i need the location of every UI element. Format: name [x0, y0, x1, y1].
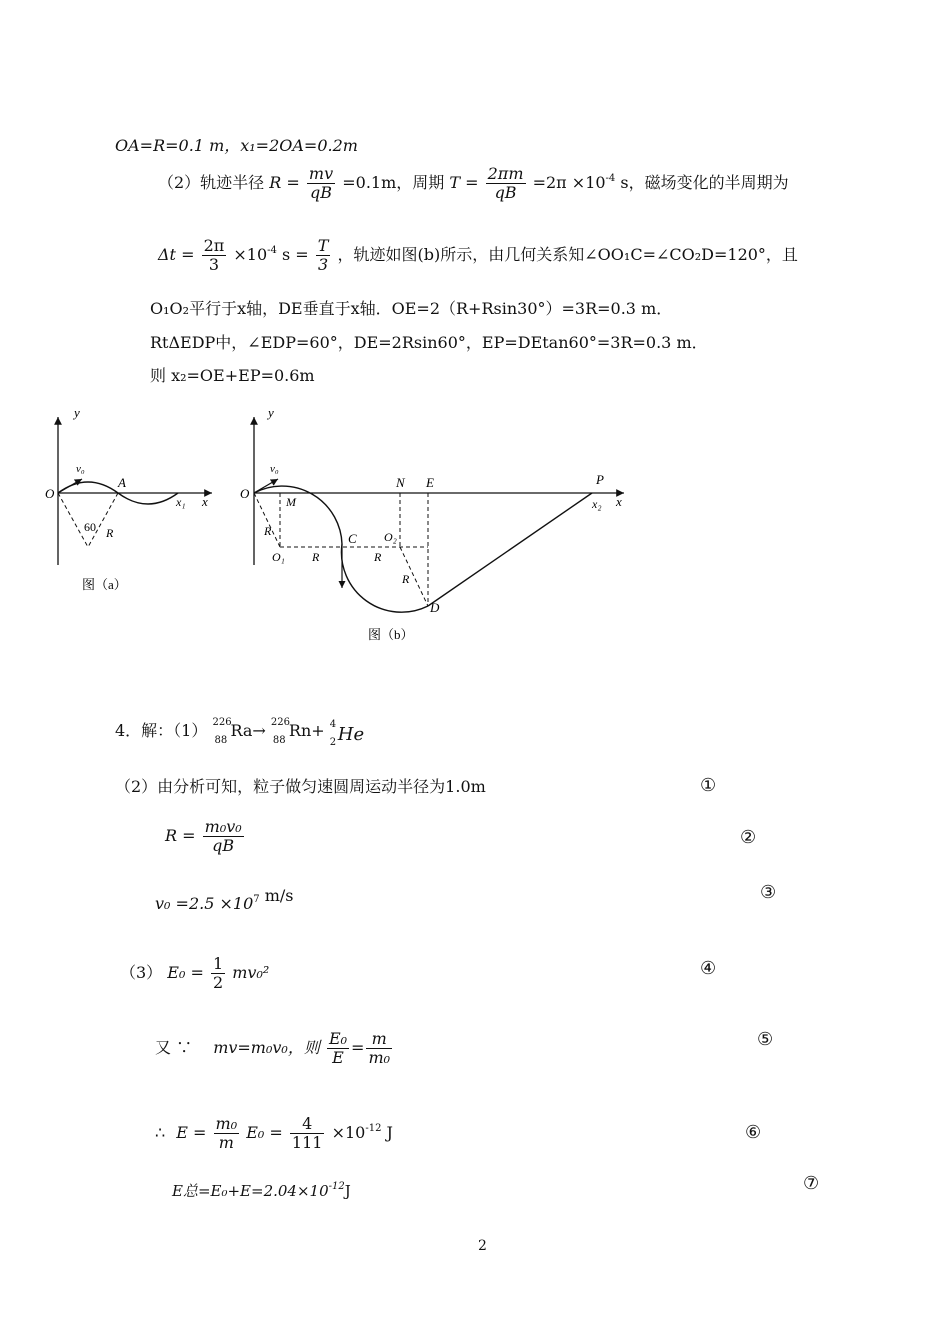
mark-6: ⑥	[745, 1122, 762, 1143]
line-radius-period	[158, 165, 789, 202]
eq6-pre: ∴	[155, 1123, 166, 1142]
line2-r-eq: R =	[269, 173, 300, 192]
eq5-den1: E	[332, 1048, 344, 1067]
fig-b-label-r2: R	[312, 550, 320, 564]
mark-4: ④	[700, 958, 717, 979]
fig-b-label-e: E	[426, 475, 434, 490]
line2-t-eq: T =	[449, 173, 479, 192]
line2-r-val: =0.1m，周期	[342, 173, 445, 192]
line3-s: s =	[281, 245, 309, 264]
fig-b-label-v0: v₀	[270, 463, 279, 475]
eq2-den: qB	[212, 836, 235, 855]
mark-3: ③	[760, 882, 777, 903]
eq2-lhs: R =	[165, 826, 196, 845]
fig-b-label-r3: R	[374, 550, 382, 564]
eq4-fraction	[211, 955, 225, 992]
figure-a	[40, 405, 220, 600]
eq6-den2: 111	[291, 1133, 323, 1152]
fig-b-radius-o-o1	[254, 493, 280, 547]
fig-a-label-v0: v₀	[76, 463, 85, 475]
eq5-num2: m	[366, 1030, 392, 1049]
eq6-den: m	[218, 1133, 234, 1152]
fig-b-label-o2: O₂	[384, 530, 397, 544]
eq7	[172, 1177, 351, 1201]
eq3-unit: m/s	[264, 886, 294, 905]
eq5-den2: m₀	[368, 1048, 391, 1067]
line2-t-exp: -4	[605, 173, 616, 184]
fig-a-label-x1: x₁	[176, 495, 186, 509]
fig-b-label-o: O	[240, 486, 250, 501]
eq6-exp: -12	[365, 1123, 382, 1134]
eq3-exp: 7	[253, 894, 260, 905]
eq6-fraction-2	[290, 1115, 325, 1152]
r-num: mv	[308, 164, 334, 183]
fig-b-label-x2: x₂	[592, 497, 602, 511]
fig-b-label-p: P	[596, 472, 604, 487]
t-num: 2πm	[487, 164, 524, 183]
ra-symbol: Ra	[230, 721, 253, 740]
mark-2: ②	[740, 827, 757, 848]
figure-b	[228, 405, 638, 650]
he-mass: 4	[329, 719, 337, 730]
dt-num1: 2π	[203, 236, 225, 255]
line2-t-val: =2π ×10	[532, 173, 606, 192]
fig-a-label-y: y	[74, 405, 80, 420]
eq4	[120, 955, 269, 992]
mark-7: ⑦	[803, 1173, 820, 1194]
line-oa: OA=R=0.1 m，x₁=2OA=0.2m	[115, 136, 358, 155]
fig-b-arc-2	[341, 544, 428, 612]
q4-part2-line: （2）由分析可知，粒子做匀速圆周运动半径为1.0m	[115, 777, 486, 796]
line-edp: RtΔEDP中，∠EDP=60°，DE=2Rsin60°，EP=DEtan60°=3R=0.3 m．	[150, 333, 708, 352]
ra-mass: 226	[212, 717, 232, 728]
fig-a-arc-2	[118, 493, 178, 504]
q4-head: 4．解：（1）	[115, 721, 208, 740]
fig-a-label-angle: 60	[84, 520, 96, 534]
r-fraction	[307, 165, 335, 202]
eq6-mid: E₀ =	[246, 1123, 283, 1142]
fig-a-v0-arrow	[58, 479, 82, 493]
eq2	[165, 818, 246, 855]
eq2-fraction	[203, 818, 244, 855]
fig-a-caption: 图（a）	[82, 577, 127, 592]
q4-heading	[115, 716, 365, 748]
fig-b-label-m: M	[286, 495, 296, 509]
line2-prefix: （2）轨迹半径	[158, 173, 265, 192]
fig-a-label-a: A	[118, 475, 126, 490]
eq5-mid: mv=m₀v₀，则	[213, 1038, 320, 1057]
t-den: qB	[494, 183, 517, 202]
fig-b-label-o1: O₁	[272, 550, 285, 564]
fig-b-label-c: C	[348, 531, 357, 546]
eq4-rest: mv₀²	[232, 963, 270, 982]
fig-b-label-y: y	[268, 405, 274, 420]
he-z: 2	[329, 737, 337, 748]
eq4-num: 1	[212, 954, 224, 973]
eq6-unit: J	[386, 1123, 393, 1142]
rn-symbol: Rn+	[288, 721, 325, 740]
r-den: qB	[310, 183, 333, 202]
dt-den1: 3	[208, 255, 220, 274]
eq5	[155, 1030, 394, 1067]
dt-den2: 3	[318, 255, 329, 274]
line-o1o2: O₁O₂平行于x轴，DE垂直于x轴．OE=2（R+Rsin30°）=3R=0.3 m．	[150, 299, 673, 318]
eq3	[155, 886, 294, 914]
fig-a-label-x: x	[202, 494, 208, 509]
fig-b-label-x: x	[616, 494, 622, 509]
fig-b-caption: 图（b）	[368, 627, 414, 642]
eq7-exp: -12	[328, 1181, 345, 1192]
line2-t-unit: s，磁场变化的半周期为	[620, 173, 789, 192]
line3-mid: ×10	[233, 245, 268, 264]
rn-nuclide-indices	[270, 716, 291, 746]
fig-a-label-r: R	[106, 526, 114, 540]
fig-a-label-o: O	[45, 486, 55, 501]
eq6-num: m₀	[215, 1114, 238, 1133]
eq5-num1: E₀	[328, 1029, 348, 1048]
eq4-lhs: E₀ =	[167, 963, 204, 982]
mark-1: ①	[700, 775, 717, 796]
fig-b-label-r4: R	[402, 572, 410, 586]
line3-rest: ，轨迹如图(b)所示，由几何关系知∠OO₁C=∠CO₂D=120°，且	[337, 245, 798, 264]
dt-fraction-2	[316, 237, 331, 274]
he-nuclide-indices	[329, 716, 338, 748]
eq6-fraction-1	[214, 1115, 240, 1152]
reaction-arrow: →	[252, 721, 266, 740]
ra-z: 88	[214, 735, 228, 746]
eq2-num: m₀v₀	[204, 817, 242, 836]
fig-b-label-r1: R	[264, 524, 272, 538]
eq5-fraction-1	[327, 1030, 349, 1067]
t-fraction	[486, 165, 526, 202]
rn-mass: 226	[270, 717, 291, 728]
dt-num2: T	[317, 236, 329, 255]
ra-nuclide-indices	[212, 716, 232, 746]
eq5-eq: =	[351, 1038, 365, 1057]
eq5-pre: 又 ∵	[155, 1038, 193, 1057]
mark-5: ⑤	[757, 1029, 774, 1050]
eq6-rest: ×10	[331, 1123, 366, 1142]
q4-part3: （3）	[120, 963, 163, 982]
eq6-num2: 4	[290, 1115, 325, 1134]
rn-z: 88	[272, 735, 286, 746]
he-symbol: He	[337, 724, 365, 745]
line3-dt: Δt =	[158, 245, 195, 264]
eq5-fraction-2	[366, 1030, 392, 1067]
eq6-lhs: E =	[176, 1123, 207, 1142]
line3-exp: -4	[267, 245, 277, 256]
fig-b-label-d: D	[430, 600, 440, 615]
fig-b-line-dp	[428, 493, 592, 606]
eq7-main: E总=E₀+E=2.04×10	[172, 1182, 329, 1200]
eq6	[155, 1115, 393, 1152]
eq3-main: v₀ =2.5 ×10	[155, 894, 254, 913]
eq7-unit: J	[344, 1182, 351, 1200]
eq4-den: 2	[212, 973, 224, 992]
line-x2: 则 x₂=OE+EP=0.6m	[150, 366, 315, 385]
dt-fraction-1	[202, 237, 227, 274]
line-half-period	[158, 237, 798, 274]
fig-b-label-n: N	[396, 475, 405, 490]
page-number: 2	[478, 1238, 487, 1254]
